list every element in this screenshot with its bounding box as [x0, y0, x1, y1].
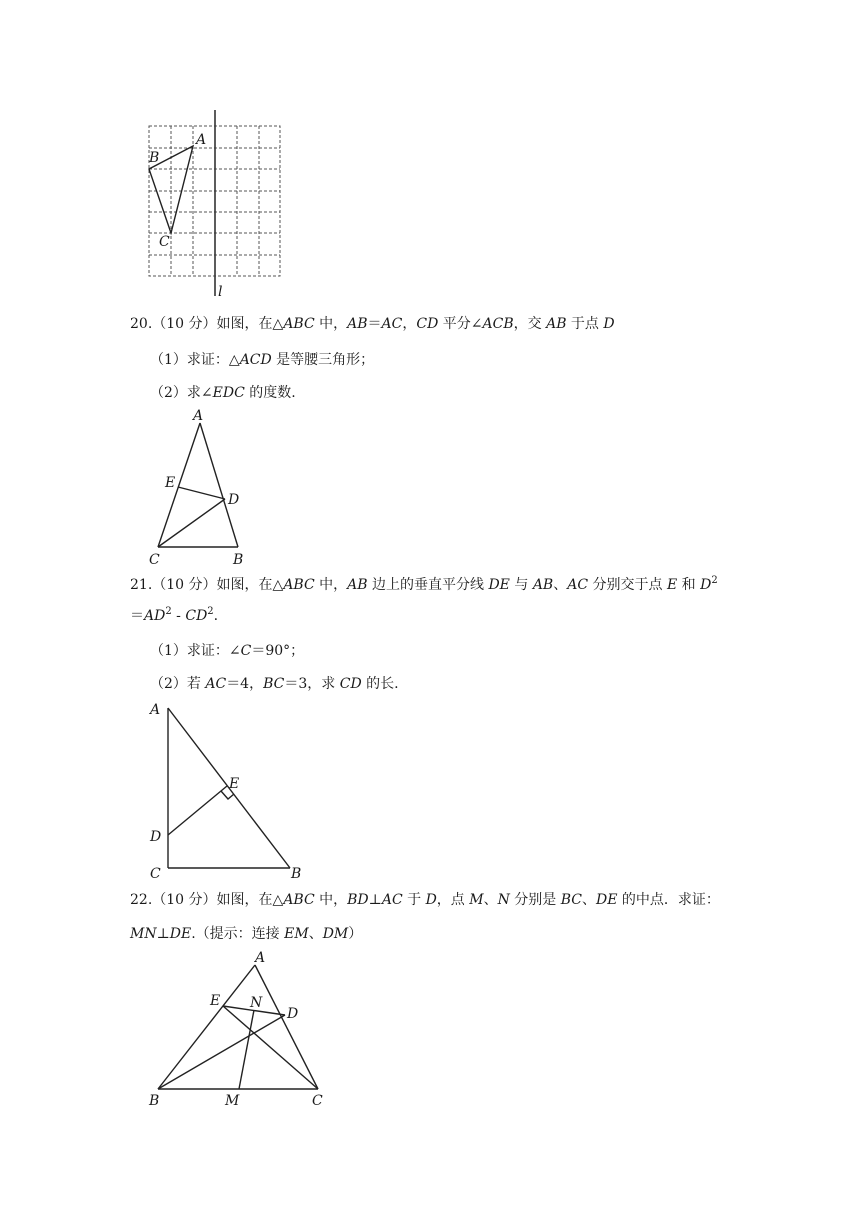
- label-c: C: [150, 866, 161, 882]
- side-ab: [158, 965, 255, 1089]
- side-ab: [200, 423, 238, 547]
- q22-stem: 22.（10 分）如图，在△ABC 中，BD⊥AC 于 D，点 M、N 分别是 BC、DE 的中点．求证：: [130, 892, 720, 908]
- q20-part1: （1）求证：△ACD 是等腰三角形；: [150, 352, 375, 368]
- q21-part2: （2）若 AC＝4，BC＝3，求 CD 的长.: [150, 676, 399, 692]
- segment-bd: [158, 1015, 285, 1089]
- label-a: A: [150, 702, 161, 718]
- label-b: B: [233, 552, 244, 568]
- label-c: C: [149, 552, 160, 568]
- q22-stem-line2: MN⊥DE.（提示：连接 EM、DM）: [130, 926, 363, 942]
- label-m: M: [225, 1093, 240, 1109]
- q21-figure: [140, 698, 320, 883]
- q22-figure: [140, 945, 340, 1110]
- label-n: N: [250, 995, 263, 1011]
- label-a: A: [196, 132, 207, 148]
- label-e: E: [210, 993, 221, 1009]
- segment-ce: [223, 1006, 318, 1089]
- label-e: E: [165, 475, 176, 491]
- label-b: B: [149, 150, 160, 166]
- q21-stem-line2: $=AD^2 - CD^2$.: [130, 606, 219, 624]
- grid-figure: [140, 108, 300, 300]
- q20-stem: 20.（10 分）如图，在△ABC 中，AB＝AC，CD 平分∠ACB，交 AB 于点 D: [130, 316, 615, 332]
- label-d: D: [228, 492, 240, 508]
- segment-de: [168, 786, 227, 835]
- label-l: l: [218, 284, 223, 300]
- label-b: B: [149, 1093, 160, 1109]
- segment-ed: [178, 487, 225, 499]
- label-c: C: [159, 234, 170, 250]
- label-d: D: [150, 829, 162, 845]
- label-b: B: [291, 866, 302, 882]
- segment-cd: [158, 499, 225, 547]
- q21-stem: 21.（10 分）如图，在△ABC 中，AB 边上的垂直平分线 DE 与 AB、AC 分别交于点 E 和 $D^2$: [130, 575, 718, 593]
- label-c: C: [312, 1093, 323, 1109]
- label-d: D: [287, 1006, 299, 1022]
- label-a: A: [255, 950, 266, 966]
- q20-part2: （2）求∠EDC 的度数.: [150, 385, 296, 401]
- label-e: E: [229, 776, 240, 792]
- q21-part1: （1）求证：∠C＝90°；: [150, 643, 305, 659]
- label-a: A: [193, 408, 204, 424]
- q20-figure: [140, 405, 270, 570]
